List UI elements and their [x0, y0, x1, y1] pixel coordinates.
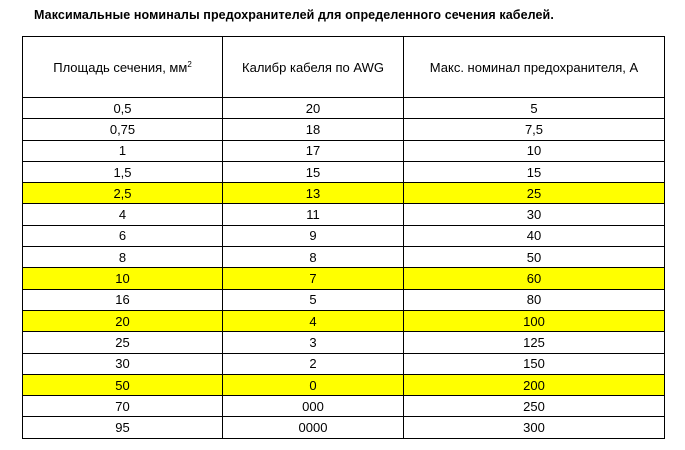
cell-fuse: 30 — [404, 204, 665, 225]
cell-fuse: 150 — [404, 353, 665, 374]
table-header-row — [23, 37, 665, 98]
cell-awg: 7 — [223, 268, 404, 289]
table-row — [23, 161, 665, 182]
cell-area: 50 — [23, 374, 223, 395]
cell-area: 16 — [23, 289, 223, 310]
cell-area: 1,5 — [23, 161, 223, 182]
cell-fuse: 50 — [404, 247, 665, 268]
cell-area: 20 — [23, 310, 223, 331]
cell-fuse: 15 — [404, 161, 665, 182]
cell-fuse: 60 — [404, 268, 665, 289]
cell-awg: 000 — [223, 396, 404, 417]
header-awg: Калибр кабеля по AWG — [223, 37, 404, 98]
cell-fuse: 5 — [404, 98, 665, 119]
cell-awg: 9 — [223, 225, 404, 246]
table-row — [23, 119, 665, 140]
cell-area: 10 — [23, 268, 223, 289]
cell-area: 95 — [23, 417, 223, 438]
fuse-rating-table — [22, 36, 665, 439]
table-row — [23, 268, 665, 289]
table-row — [23, 417, 665, 438]
table-row — [23, 204, 665, 225]
cell-fuse: 80 — [404, 289, 665, 310]
header-area — [23, 37, 223, 98]
cell-area: 0,75 — [23, 119, 223, 140]
cell-awg: 0 — [223, 374, 404, 395]
table-row — [23, 247, 665, 268]
cell-awg: 17 — [223, 140, 404, 161]
cell-area: 2,5 — [23, 183, 223, 204]
cell-area: 30 — [23, 353, 223, 374]
table-row — [23, 140, 665, 161]
cell-fuse: 300 — [404, 417, 665, 438]
header-area-label: Площадь сечения, мм — [53, 59, 188, 75]
cell-awg: 4 — [223, 310, 404, 331]
cell-area: 4 — [23, 204, 223, 225]
cell-awg: 15 — [223, 161, 404, 182]
document-title: Максимальные номиналы предохранителей для определенного сечения кабелей. — [34, 8, 554, 22]
cell-fuse: 10 — [404, 140, 665, 161]
cell-area: 8 — [23, 247, 223, 268]
table-body — [23, 98, 665, 439]
cell-area: 1 — [23, 140, 223, 161]
header-area-superscript: 2 — [187, 59, 192, 69]
cell-awg: 0000 — [223, 417, 404, 438]
cell-awg: 8 — [223, 247, 404, 268]
cell-fuse: 25 — [404, 183, 665, 204]
cell-area: 0,5 — [23, 98, 223, 119]
table-row — [23, 310, 665, 331]
cell-awg: 18 — [223, 119, 404, 140]
cell-fuse: 250 — [404, 396, 665, 417]
cell-awg: 20 — [223, 98, 404, 119]
cell-awg: 2 — [223, 353, 404, 374]
cell-fuse: 7,5 — [404, 119, 665, 140]
table-row — [23, 98, 665, 119]
cell-area: 6 — [23, 225, 223, 246]
table-row — [23, 183, 665, 204]
table-row — [23, 289, 665, 310]
table-row — [23, 225, 665, 246]
cell-fuse: 40 — [404, 225, 665, 246]
cell-awg: 3 — [223, 332, 404, 353]
table-row — [23, 374, 665, 395]
cell-fuse: 125 — [404, 332, 665, 353]
cell-awg: 5 — [223, 289, 404, 310]
header-fuse: Макс. номинал предохранителя, А — [404, 37, 665, 98]
cell-fuse: 100 — [404, 310, 665, 331]
table-row — [23, 332, 665, 353]
cell-awg: 11 — [223, 204, 404, 225]
cell-area: 70 — [23, 396, 223, 417]
cell-area: 25 — [23, 332, 223, 353]
cell-fuse: 200 — [404, 374, 665, 395]
table-row — [23, 353, 665, 374]
table-row — [23, 396, 665, 417]
cell-awg: 13 — [223, 183, 404, 204]
